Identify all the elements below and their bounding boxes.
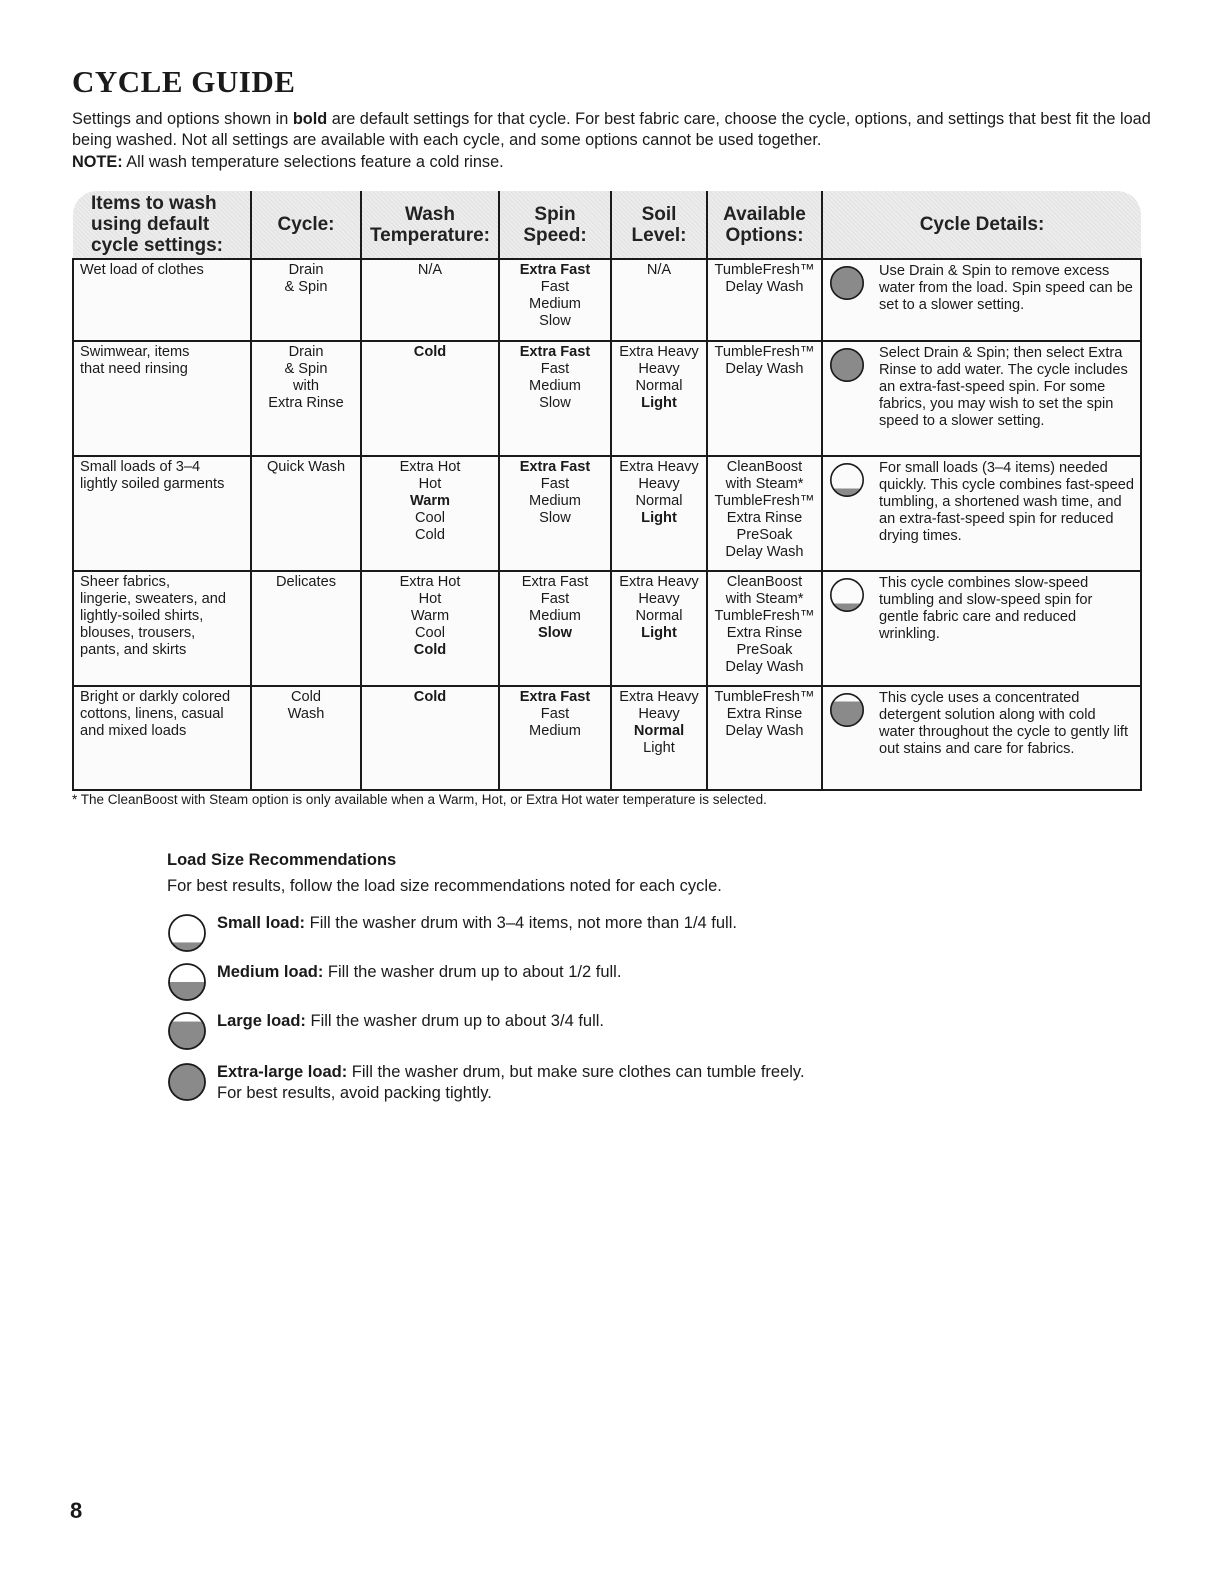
page-title: CYCLE GUIDE bbox=[72, 64, 296, 99]
cell-available-options-line: Delay Wash bbox=[725, 659, 804, 675]
cell-items-line: Sheer fabrics, bbox=[80, 574, 171, 590]
load-size-text bbox=[217, 962, 621, 1002]
cycle-details-text: For small loads (3–4 items) needed quickly. This cycle combines fast-speed tumbling, a shortened wash time, and an extra-fast-speed spin for reduced drying times. bbox=[879, 460, 1134, 544]
cell-available-options-line: with Steam* bbox=[725, 591, 804, 607]
cell-soil-level-line: N/A bbox=[646, 262, 672, 278]
cell-spin-speed-line: Slow bbox=[537, 625, 573, 641]
table-row bbox=[73, 686, 1141, 790]
cell-items bbox=[73, 571, 251, 686]
cell-available-options-line: Delay Wash bbox=[725, 544, 804, 560]
cell-items-line: and mixed loads bbox=[80, 723, 187, 739]
header-items-line: Items to wash bbox=[91, 193, 217, 214]
cell-wash-temperature bbox=[361, 456, 499, 571]
header-spin-speed-line: Spin bbox=[534, 203, 576, 225]
load-size-heading: Load Size Recommendations bbox=[167, 851, 397, 869]
small-load-icon bbox=[829, 462, 865, 498]
cell-cycle-line: Drain bbox=[288, 344, 324, 360]
cell-cycle-line: Quick Wash bbox=[266, 459, 346, 475]
cell-items-line: lightly-soiled shirts, bbox=[80, 608, 204, 624]
cell-wash-temperature-line: Cool bbox=[414, 510, 445, 526]
cell-soil-level bbox=[611, 341, 707, 456]
cell-available-options-line: Delay Wash bbox=[725, 279, 804, 295]
cell-spin-speed-line: Fast bbox=[540, 591, 570, 607]
large-load-icon bbox=[829, 692, 865, 728]
cell-available-options-line: TumbleFresh™ bbox=[714, 608, 815, 624]
header-items-line: using default bbox=[91, 214, 210, 235]
cell-items-line: that need rinsing bbox=[80, 361, 188, 377]
extra-large-load-icon bbox=[167, 1062, 207, 1102]
load-size-item bbox=[167, 1011, 604, 1051]
cell-available-options-line: Extra Rinse bbox=[726, 706, 803, 722]
cell-cycle bbox=[251, 686, 361, 790]
cell-spin-speed bbox=[499, 571, 611, 686]
cycle-details-text: This cycle combines slow-speed tumbling and slow-speed spin for gentle fabric care and reduced wrinkling. bbox=[879, 575, 1093, 642]
cell-available-options-line: TumbleFresh™ bbox=[714, 344, 815, 360]
cell-soil-level-line: Normal bbox=[633, 723, 685, 739]
table-row bbox=[73, 259, 1141, 341]
cell-soil-level-line: Light bbox=[641, 510, 677, 526]
cell-cycle-details bbox=[822, 456, 1141, 571]
cell-spin-speed-line: Fast bbox=[540, 706, 570, 722]
header-soil-level-line: Soil bbox=[641, 203, 677, 225]
cell-cycle-line: Extra Rinse bbox=[268, 395, 344, 411]
cell-items-line: Bright or darkly colored bbox=[80, 689, 231, 705]
cell-available-options-line: Extra Rinse bbox=[726, 625, 803, 641]
cell-spin-speed-line: Slow bbox=[539, 313, 571, 329]
note-label: NOTE: bbox=[72, 153, 123, 171]
note-text: All wash temperature selections feature a cold rinse. bbox=[122, 153, 504, 171]
cell-spin-speed-line: Medium bbox=[529, 296, 581, 312]
cell-spin-speed-line: Medium bbox=[529, 493, 581, 509]
header-cycle-line: Cycle: bbox=[277, 214, 335, 235]
cell-cycle-line: Delicates bbox=[275, 574, 337, 590]
load-size-intro: For best results, follow the load size recommendations noted for each cycle. bbox=[167, 877, 722, 895]
cell-available-options bbox=[707, 686, 822, 790]
cell-items-line: pants, and skirts bbox=[80, 642, 187, 658]
cell-soil-level-line: Heavy bbox=[638, 706, 680, 722]
cell-soil-level-line: Normal bbox=[635, 608, 683, 624]
table-header-row bbox=[73, 191, 1141, 259]
cell-available-options-line: with Steam* bbox=[725, 476, 804, 492]
cell-available-options-line: CleanBoost bbox=[726, 459, 803, 475]
cell-available-options-line: TumbleFresh™ bbox=[714, 262, 815, 278]
cell-cycle-line: Drain bbox=[288, 262, 324, 278]
header-items-line: cycle settings: bbox=[91, 235, 223, 256]
cell-available-options bbox=[707, 341, 822, 456]
header-cycle-details bbox=[822, 191, 1141, 259]
cell-cycle-line: Wash bbox=[287, 706, 325, 722]
cell-items bbox=[73, 259, 251, 341]
header-available-options-line: Available bbox=[723, 203, 806, 225]
load-size-text bbox=[217, 1011, 604, 1051]
cell-soil-level bbox=[611, 686, 707, 790]
header-spin-speed bbox=[499, 191, 611, 259]
cycle-details-text: This cycle uses a concentrated detergent solution along with cold water throughout the cycle to gently lift out stains and care for fabrics. bbox=[879, 690, 1129, 757]
load-size-label: Small load: bbox=[217, 914, 306, 932]
cell-spin-speed-line: Slow bbox=[539, 510, 571, 526]
cell-wash-temperature-line: Hot bbox=[418, 591, 442, 607]
cell-spin-speed-line: Medium bbox=[529, 378, 581, 394]
cell-items bbox=[73, 456, 251, 571]
cell-soil-level-line: Heavy bbox=[638, 476, 680, 492]
load-size-item bbox=[167, 913, 737, 953]
small-load-icon bbox=[167, 913, 207, 953]
cell-available-options-line: Delay Wash bbox=[725, 361, 804, 377]
footnote: * The CleanBoost with Steam option is only available when a Warm, Hot, or Extra Hot water temperature is selected. bbox=[72, 792, 767, 807]
cell-items-line: Small loads of 3–4 bbox=[80, 459, 201, 475]
cell-items-line: lightly soiled garments bbox=[80, 476, 225, 492]
cell-soil-level-line: Extra Heavy bbox=[619, 689, 699, 705]
cell-spin-speed-line: Fast bbox=[540, 279, 570, 295]
cell-soil-level bbox=[611, 456, 707, 571]
cell-cycle-details bbox=[822, 686, 1141, 790]
cell-wash-temperature-line: Cool bbox=[414, 625, 445, 641]
cell-available-options bbox=[707, 259, 822, 341]
cell-soil-level-line: Normal bbox=[635, 378, 683, 394]
header-wash-temperature bbox=[361, 191, 499, 259]
cell-wash-temperature bbox=[361, 259, 499, 341]
cell-soil-level-line: Extra Heavy bbox=[619, 459, 699, 475]
load-size-item bbox=[167, 962, 621, 1002]
cell-available-options-line: TumbleFresh™ bbox=[714, 689, 815, 705]
header-items bbox=[73, 191, 251, 259]
cell-spin-speed-line: Extra Fast bbox=[519, 459, 591, 475]
cell-cycle-line: & Spin bbox=[284, 279, 328, 295]
cell-soil-level-line: Heavy bbox=[638, 361, 680, 377]
cell-available-options-line: PreSoak bbox=[736, 527, 793, 543]
intro-text-2: are default settings for that cycle. For best fabric care, choose the cycle, options, and settings that best fit the load being washed. Not all settings are available with each cycle, and some options cannot be used together. bbox=[72, 110, 1151, 149]
cell-items bbox=[73, 341, 251, 456]
cell-spin-speed-line: Medium bbox=[529, 723, 581, 739]
cell-soil-level-line: Heavy bbox=[638, 591, 680, 607]
cell-cycle-line: with bbox=[293, 378, 319, 394]
cell-cycle-line: & Spin bbox=[284, 361, 328, 377]
cell-spin-speed-line: Extra Fast bbox=[519, 689, 591, 705]
table-row bbox=[73, 341, 1141, 456]
cell-items-line: Swimwear, items bbox=[80, 344, 190, 360]
note bbox=[72, 152, 504, 173]
medium-load-icon bbox=[167, 962, 207, 1002]
load-size-description-2: For best results, avoid packing tightly. bbox=[217, 1084, 492, 1102]
cell-soil-level-line: Light bbox=[641, 395, 677, 411]
cell-available-options bbox=[707, 571, 822, 686]
cell-spin-speed-line: Fast bbox=[540, 476, 570, 492]
cell-available-options-line: Extra Rinse bbox=[726, 510, 803, 526]
cell-wash-temperature-line: Warm bbox=[410, 608, 450, 624]
table-row bbox=[73, 456, 1141, 571]
load-size-label: Extra-large load: bbox=[217, 1063, 348, 1081]
cell-wash-temperature-line: Extra Hot bbox=[399, 574, 461, 590]
load-size-text bbox=[217, 913, 737, 953]
intro-text-1: Settings and options shown in bbox=[72, 110, 293, 128]
cell-cycle-line: Cold bbox=[290, 689, 321, 705]
header-soil-level bbox=[611, 191, 707, 259]
large-load-icon bbox=[167, 1011, 207, 1051]
header-cycle bbox=[251, 191, 361, 259]
intro-bold-word: bold bbox=[292, 110, 328, 128]
cell-soil-level-line: Normal bbox=[635, 493, 683, 509]
cell-wash-temperature-line: Cold bbox=[413, 344, 447, 360]
intro-paragraph bbox=[72, 109, 1152, 151]
cell-cycle-details bbox=[822, 259, 1141, 341]
cell-wash-temperature-line: Cold bbox=[413, 689, 447, 705]
cell-spin-speed bbox=[499, 456, 611, 571]
load-size-description: Fill the washer drum up to about 3/4 full. bbox=[305, 1012, 605, 1030]
small-load-icon bbox=[829, 577, 865, 613]
load-size-item bbox=[167, 1062, 805, 1104]
header-wash-temperature-line: Wash bbox=[405, 203, 455, 225]
cycle-details-text: Select Drain & Spin; then select Extra Rinse to add water. The cycle includes an extra-fast-speed spin. For some fabrics, you may wish to set the spin speed to a slower setting. bbox=[879, 345, 1128, 429]
cell-cycle bbox=[251, 571, 361, 686]
cell-spin-speed bbox=[499, 341, 611, 456]
cell-soil-level bbox=[611, 259, 707, 341]
header-available-options bbox=[707, 191, 822, 259]
cell-items-line: blouses, trousers, bbox=[80, 625, 196, 641]
cell-spin-speed bbox=[499, 259, 611, 341]
cell-soil-level bbox=[611, 571, 707, 686]
header-soil-level-line: Level: bbox=[631, 224, 687, 246]
cell-available-options-line: PreSoak bbox=[736, 642, 793, 658]
load-size-description: Fill the washer drum up to about 1/2 full. bbox=[323, 963, 622, 981]
cell-items-line: cottons, linens, casual bbox=[80, 706, 224, 722]
load-size-label: Medium load: bbox=[217, 963, 324, 981]
cell-spin-speed-line: Fast bbox=[540, 361, 570, 377]
cell-available-options-line: TumbleFresh™ bbox=[714, 493, 815, 509]
extra-large-load-icon bbox=[829, 347, 865, 383]
cell-items-line: Wet load of clothes bbox=[80, 262, 204, 278]
cell-wash-temperature bbox=[361, 571, 499, 686]
cell-cycle-details bbox=[822, 341, 1141, 456]
cell-items-line: lingerie, sweaters, and bbox=[80, 591, 227, 607]
load-size-description: Fill the washer drum, but make sure clothes can tumble freely. bbox=[347, 1063, 805, 1081]
header-cycle-details-line: Cycle Details: bbox=[919, 214, 1045, 235]
cell-spin-speed-line: Medium bbox=[529, 608, 581, 624]
cell-spin-speed bbox=[499, 686, 611, 790]
cell-wash-temperature-line: Hot bbox=[418, 476, 442, 492]
cell-spin-speed-line: Extra Fast bbox=[519, 344, 591, 360]
cell-cycle-details bbox=[822, 571, 1141, 686]
cell-soil-level-line: Extra Heavy bbox=[619, 574, 699, 590]
cell-cycle bbox=[251, 341, 361, 456]
cycle-details-text: Use Drain & Spin to remove excess water from the load. Spin speed can be set to a slower setting. bbox=[879, 263, 1133, 313]
cell-spin-speed-line: Slow bbox=[539, 395, 571, 411]
cell-spin-speed-line: Extra Fast bbox=[519, 262, 591, 278]
cell-wash-temperature bbox=[361, 341, 499, 456]
extra-large-load-icon bbox=[829, 265, 865, 301]
header-spin-speed-line: Speed: bbox=[523, 224, 587, 246]
cell-available-options-line: CleanBoost bbox=[726, 574, 803, 590]
cell-soil-level-line: Light bbox=[643, 740, 675, 756]
cell-soil-level-line: Extra Heavy bbox=[619, 344, 699, 360]
table-row bbox=[73, 571, 1141, 686]
cell-wash-temperature-line: Cold bbox=[413, 642, 447, 658]
load-size-text bbox=[217, 1062, 805, 1104]
cell-spin-speed-line: Extra Fast bbox=[521, 574, 589, 590]
cell-items bbox=[73, 686, 251, 790]
cell-wash-temperature-line: Cold bbox=[414, 527, 445, 543]
header-available-options-line: Options: bbox=[725, 224, 804, 246]
cell-wash-temperature bbox=[361, 686, 499, 790]
load-size-label: Large load: bbox=[217, 1012, 306, 1030]
cell-available-options-line: Delay Wash bbox=[725, 723, 804, 739]
cell-cycle bbox=[251, 456, 361, 571]
cell-soil-level-line: Light bbox=[641, 625, 677, 641]
cell-wash-temperature-line: Extra Hot bbox=[399, 459, 461, 475]
page-number: 8 bbox=[70, 1498, 83, 1523]
cell-cycle bbox=[251, 259, 361, 341]
header-wash-temperature-line: Temperature: bbox=[369, 224, 490, 246]
cell-available-options bbox=[707, 456, 822, 571]
load-size-description: Fill the washer drum with 3–4 items, not more than 1/4 full. bbox=[305, 914, 737, 932]
cell-wash-temperature-line: Warm bbox=[409, 493, 450, 509]
cell-wash-temperature-line: N/A bbox=[417, 262, 443, 278]
cycle-guide-table bbox=[72, 191, 1142, 791]
